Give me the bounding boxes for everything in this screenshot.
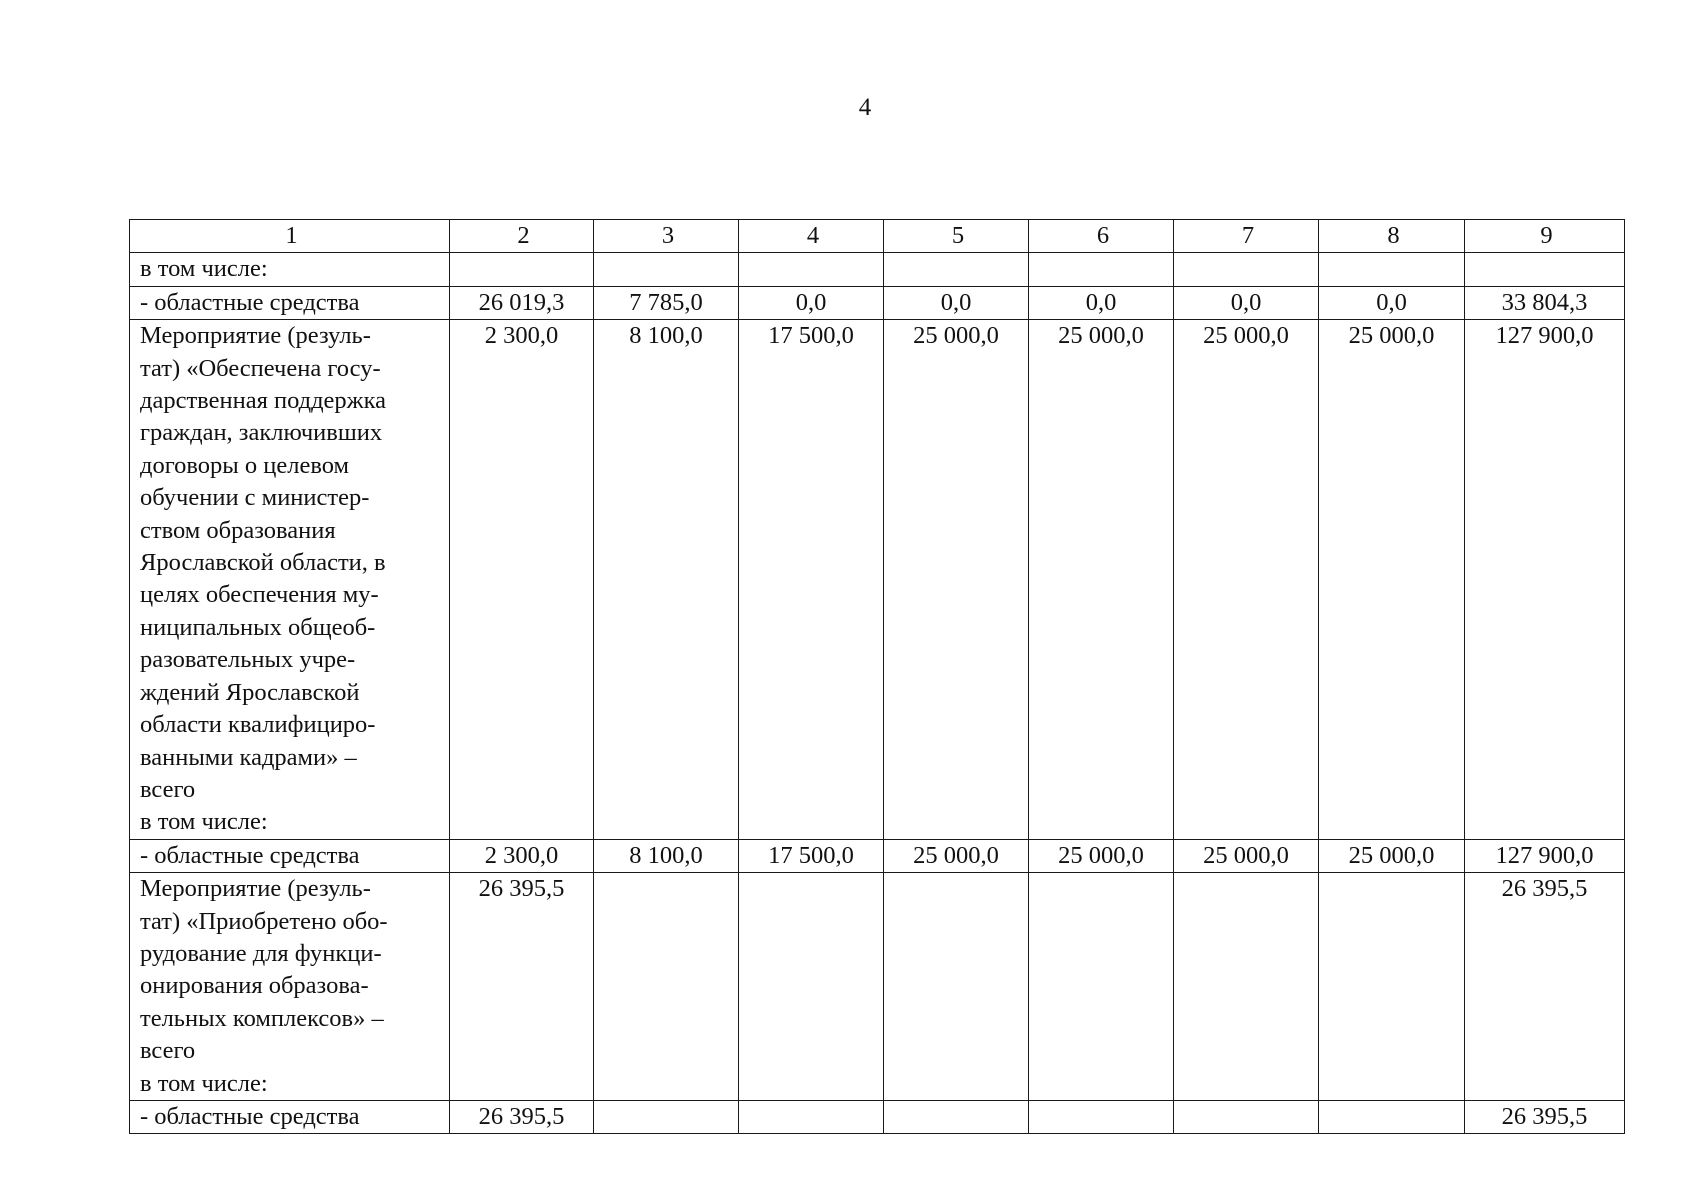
value-cell bbox=[1029, 873, 1174, 1101]
value-cell bbox=[1174, 253, 1319, 286]
description-line: всего bbox=[140, 775, 196, 803]
description-line: - областные средства bbox=[140, 1102, 360, 1130]
value-cell: 17 500,0 bbox=[739, 320, 884, 840]
event-row bbox=[130, 873, 1625, 1101]
budget-table bbox=[129, 219, 1625, 1134]
value-cell: 0,0 bbox=[1029, 286, 1174, 319]
value-cell: 2 300,0 bbox=[450, 839, 594, 872]
description-line: ждений Ярославской bbox=[140, 678, 360, 706]
value-cell: 25 000,0 bbox=[1029, 839, 1174, 872]
description-line: в том числе: bbox=[140, 1069, 268, 1097]
column-header: 4 bbox=[739, 220, 884, 253]
description-line: дарственная поддержка bbox=[140, 387, 387, 415]
value-cell bbox=[884, 253, 1029, 286]
description-line: тат) «Обеспечена госу- bbox=[140, 354, 381, 382]
value-cell bbox=[1319, 1100, 1465, 1133]
description-line: области квалифициро- bbox=[140, 711, 376, 739]
description-line: ниципальных общеоб- bbox=[140, 613, 376, 641]
description-line: - областные средства bbox=[140, 841, 360, 869]
funding-source-row bbox=[130, 1100, 1625, 1133]
value-cell: 26 395,5 bbox=[450, 1100, 594, 1133]
description-line: Ярославской области, в bbox=[140, 549, 386, 577]
description-line: ванными кадрами» – bbox=[140, 743, 357, 771]
value-cell: 25 000,0 bbox=[1319, 839, 1465, 872]
description-line: ством образования bbox=[140, 516, 336, 544]
value-cell: 25 000,0 bbox=[1174, 320, 1319, 840]
value-cell: 2 300,0 bbox=[450, 320, 594, 840]
value-cell bbox=[594, 253, 739, 286]
row-description-cell bbox=[130, 1100, 450, 1133]
description-line: целях обеспечения му- bbox=[140, 581, 379, 609]
value-cell bbox=[1174, 873, 1319, 1101]
value-cell bbox=[450, 253, 594, 286]
value-cell: 8 100,0 bbox=[594, 839, 739, 872]
column-header: 9 bbox=[1465, 220, 1625, 253]
funding-source-row bbox=[130, 286, 1625, 319]
column-header: 3 bbox=[594, 220, 739, 253]
value-cell bbox=[884, 1100, 1029, 1133]
value-cell bbox=[739, 1100, 884, 1133]
value-cell bbox=[594, 1100, 739, 1133]
value-cell bbox=[739, 873, 884, 1101]
value-cell: 127 900,0 bbox=[1465, 839, 1625, 872]
row-description-cell bbox=[130, 286, 450, 319]
value-cell bbox=[739, 253, 884, 286]
value-cell: 0,0 bbox=[884, 286, 1029, 319]
description-line: всего bbox=[140, 1037, 196, 1065]
value-cell: 25 000,0 bbox=[1029, 320, 1174, 840]
page-number: 4 bbox=[858, 94, 872, 121]
value-cell: 25 000,0 bbox=[1319, 320, 1465, 840]
row-description-cell bbox=[130, 253, 450, 286]
value-cell: 17 500,0 bbox=[739, 839, 884, 872]
value-cell: 26 395,5 bbox=[450, 873, 594, 1101]
funding-source-row bbox=[130, 839, 1625, 872]
subtotal-label-row bbox=[130, 253, 1625, 286]
event-row bbox=[130, 320, 1625, 840]
value-cell bbox=[594, 873, 739, 1101]
header-row bbox=[130, 220, 1625, 253]
column-header: 6 bbox=[1029, 220, 1174, 253]
column-header: 8 bbox=[1319, 220, 1465, 253]
description-line: граждан, заключивших bbox=[140, 419, 383, 447]
value-cell bbox=[1029, 253, 1174, 286]
row-description-cell bbox=[130, 839, 450, 872]
value-cell: 26 395,5 bbox=[1465, 1100, 1625, 1133]
value-cell bbox=[884, 873, 1029, 1101]
value-cell bbox=[1174, 1100, 1319, 1133]
value-cell: 127 900,0 bbox=[1465, 320, 1625, 840]
column-header: 5 bbox=[884, 220, 1029, 253]
value-cell: 0,0 bbox=[739, 286, 884, 319]
value-cell: 0,0 bbox=[1319, 286, 1465, 319]
description-line: разовательных учре- bbox=[140, 646, 356, 674]
description-line: в том числе: bbox=[140, 255, 268, 283]
row-description-cell bbox=[130, 873, 450, 1101]
column-header: 1 bbox=[130, 220, 450, 253]
value-cell: 7 785,0 bbox=[594, 286, 739, 319]
description-line: рудование для функци- bbox=[140, 939, 382, 967]
value-cell: 25 000,0 bbox=[1174, 839, 1319, 872]
description-line: Мероприятие (резуль- bbox=[140, 875, 371, 903]
value-cell: 26 395,5 bbox=[1465, 873, 1625, 1101]
value-cell: 25 000,0 bbox=[884, 839, 1029, 872]
column-header: 2 bbox=[450, 220, 594, 253]
description-line: - областные средства bbox=[140, 288, 360, 316]
description-line: договоры о целевом bbox=[140, 451, 350, 479]
value-cell: 33 804,3 bbox=[1465, 286, 1625, 319]
description-line: онирования образова- bbox=[140, 972, 369, 1000]
value-cell: 8 100,0 bbox=[594, 320, 739, 840]
value-cell bbox=[1465, 253, 1625, 286]
value-cell bbox=[1319, 873, 1465, 1101]
column-header: 7 bbox=[1174, 220, 1319, 253]
value-cell: 25 000,0 bbox=[884, 320, 1029, 840]
description-line: Мероприятие (резуль- bbox=[140, 322, 371, 350]
value-cell: 0,0 bbox=[1174, 286, 1319, 319]
value-cell bbox=[1029, 1100, 1174, 1133]
table-body bbox=[130, 220, 1625, 1134]
row-description-cell bbox=[130, 320, 450, 840]
value-cell bbox=[1319, 253, 1465, 286]
description-line: в том числе: bbox=[140, 808, 268, 836]
description-line: обучении с министер- bbox=[140, 484, 370, 512]
description-line: тат) «Приобретено обо- bbox=[140, 907, 388, 935]
value-cell: 26 019,3 bbox=[450, 286, 594, 319]
description-line: тельных комплексов» – bbox=[140, 1004, 384, 1032]
